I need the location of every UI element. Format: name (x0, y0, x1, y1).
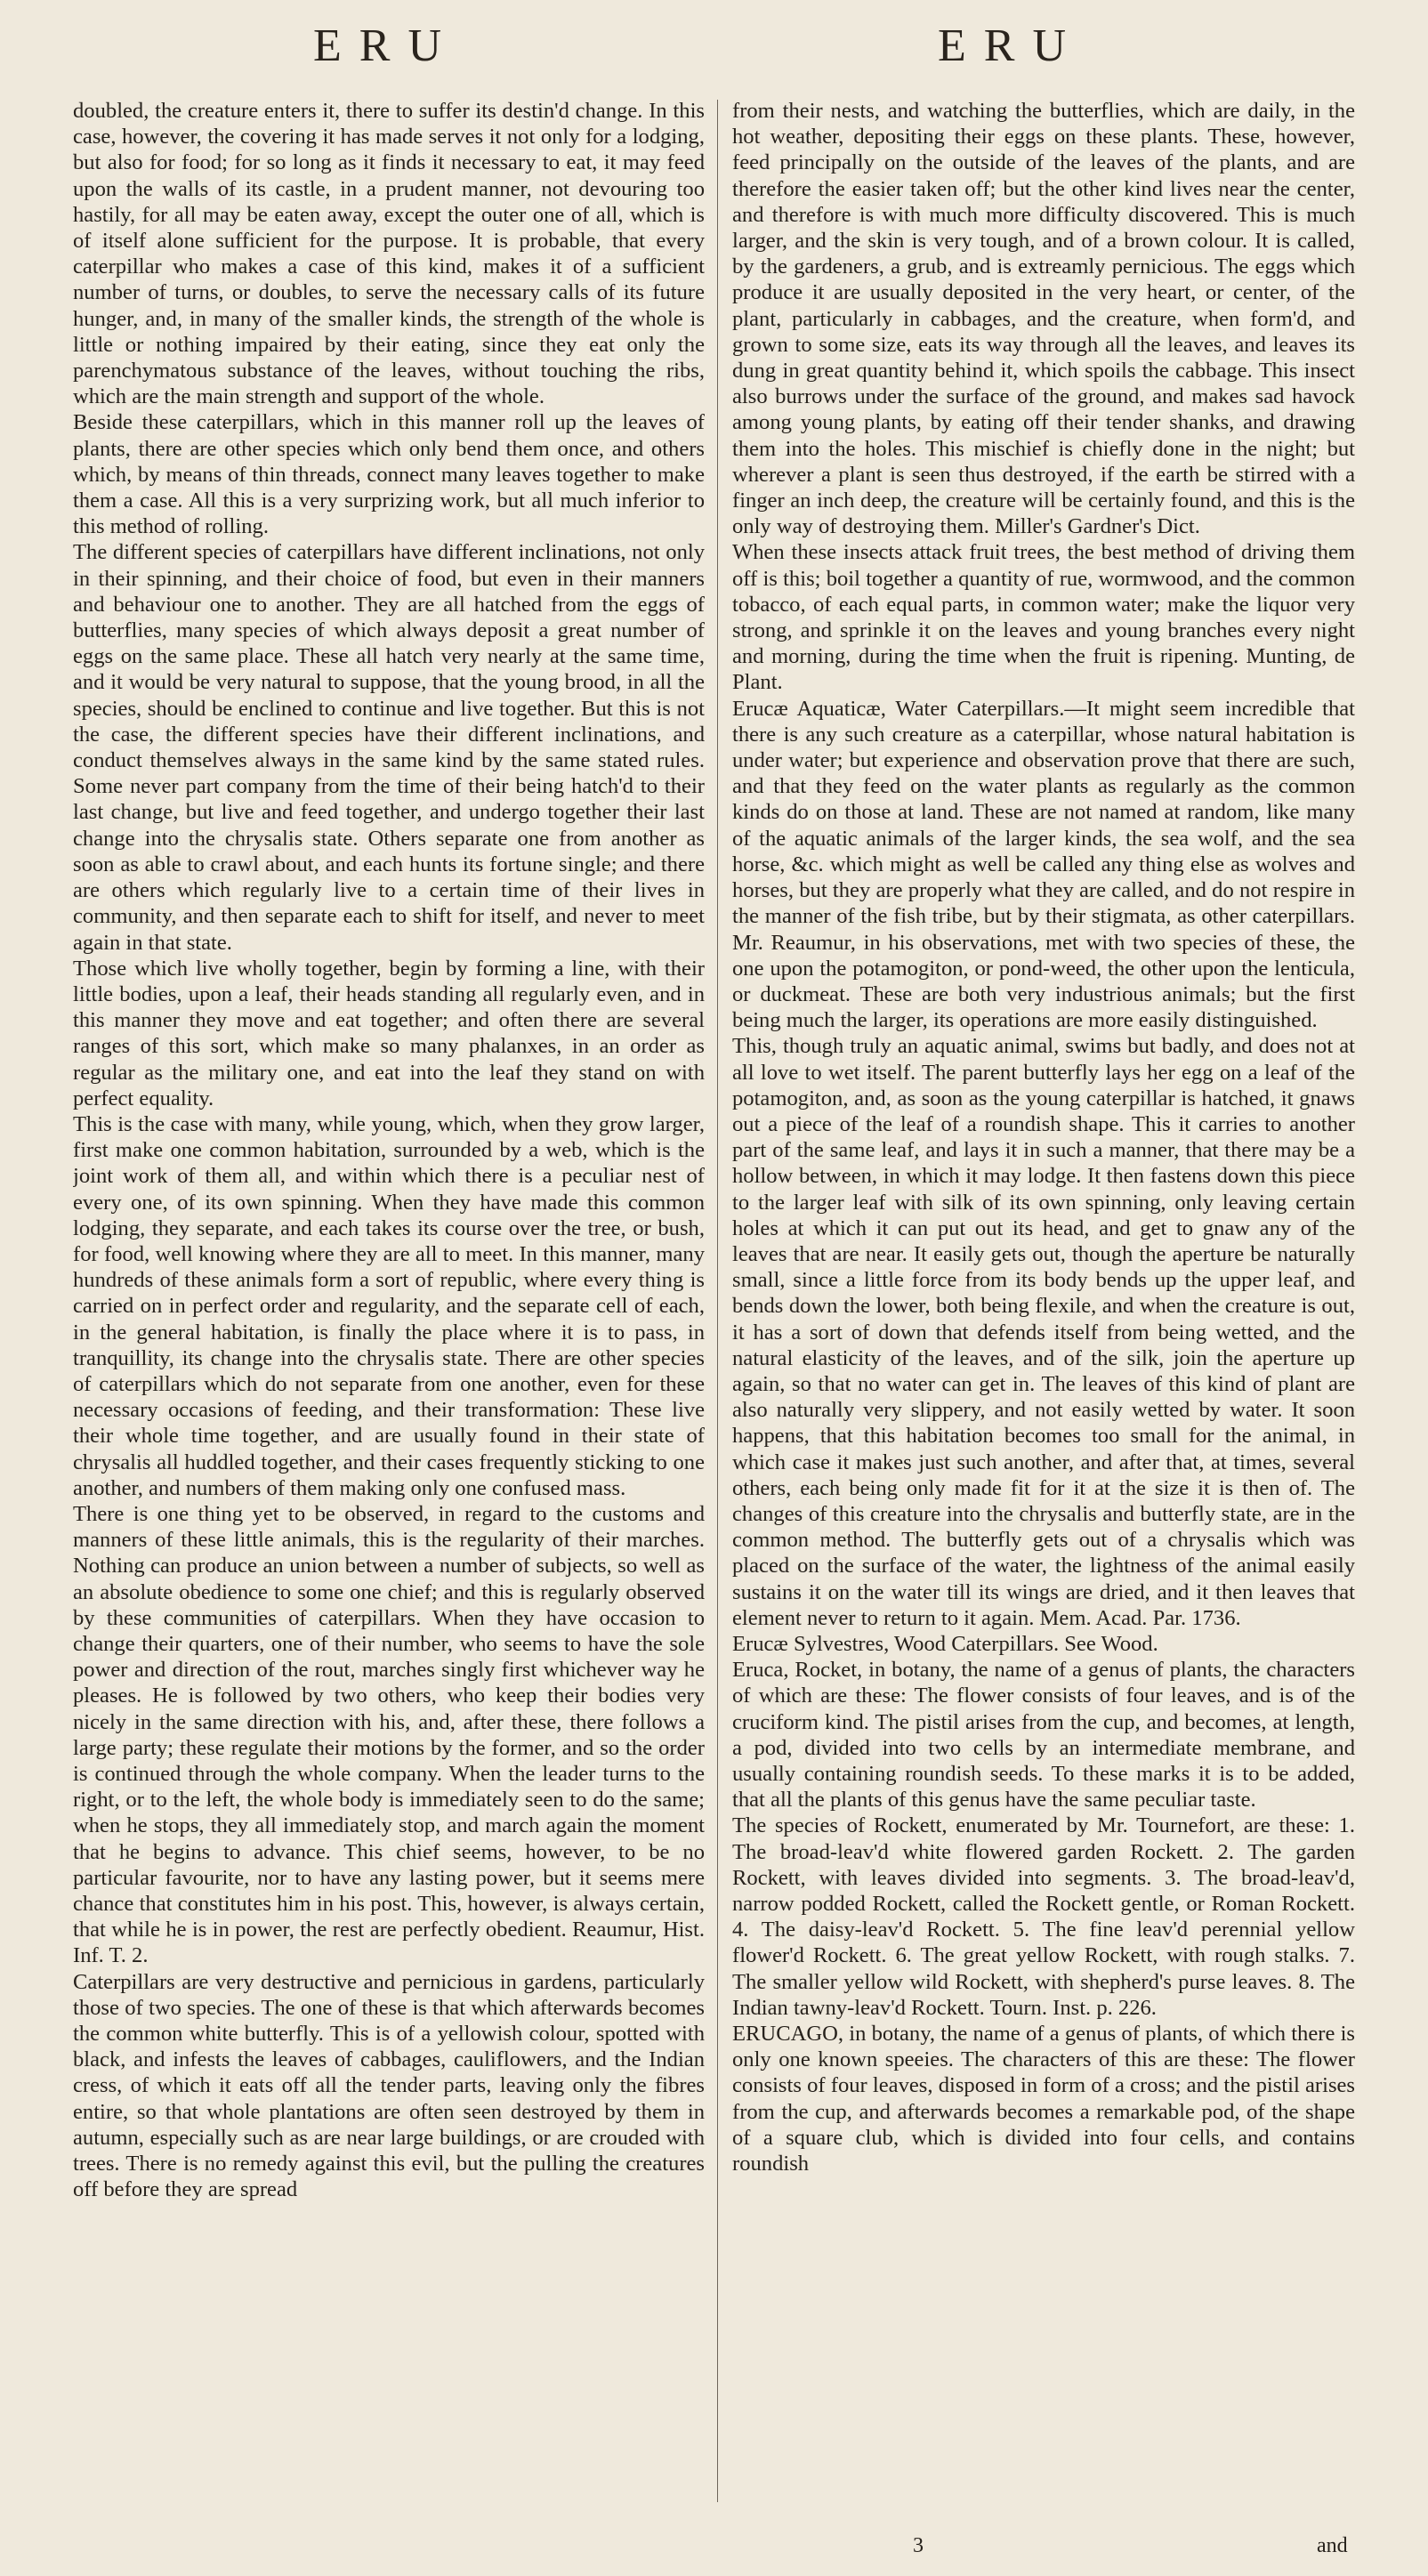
catchword: and (1317, 2534, 1348, 2557)
entry-erucago: ERUCAGO, in botany, the name of a genus of plants, of which there is only one known speeies. The characters of this are these: The flower consists of four leaves, disposed in form of a cross; and the pistil arises from the cup, and afterwards becomes a remarkable pod, of the shape of a square club, which is divided into four cells, and contains roundish (732, 2022, 1355, 2176)
entry-erucae-aquaticae: Erucæ Aquaticæ, Water Caterpillars.—It might seem incredible that there is any such creature as a caterpillar, whose natural habitation is under water; but experience and observation prove that there are such, and that they feed on the water plants as regularly as the common kinds do on those at land. These are not named at random, like many of the aquatic animals of the larger kinds, the sea wolf, and the sea horse, &c. which might as well be called any thing else as wolves and horses, but they are properly what they are called, and do not respire in the manner of the fish tribe, but by their stigmata, as other caterpillars. Mr. Reaumur, in his observations, met with two species of these, the one upon the potamogiton, or pond-weed, the other upon the lenticula, or duckmeat. These are both very industrious animals; but the first being much the larger, its operations are more easily distinguished. (732, 696, 1355, 1033)
paragraph: When these insects attack fruit trees, the best method of driving them off is this; boil together a quantity of rue, wormwood, and the common tobacco, of each equal parts, in common water; make the liquor very strong, and sprinkle it on the leaves and young branches every night and morning, during the time when the fruit is ripening. Munting, de Plant. (732, 540, 1355, 695)
paragraph: Beside these caterpillars, which in this manner roll up the leaves of plants, there are other species which only bend them once, and others which, by means of thin threads, connect many leaves together to make them a case. All this is a very surprizing work, but all much inferior to this method of rolling. (73, 410, 705, 539)
paragraph: This is the case with many, while young, which, when they grow larger, first make one common habitation, surrounded by a web, which is the joint work of them all, and within which there is a peculiar nest of every one, of its own spinning. When they have made this common lodging, they separate, and each takes its course over the tree, or bush, for food, well knowing where they are all to meet. In this manner, many hundreds of these animals form a sort of republic, where every thing is carried on in perfect order and regularity, and the separate cell of each, in the general habitation, is finally the place where it is to pass, in tranquillity, its change into the chrysalis state. There are other species of caterpillars which do not separate from one another, even for these necessary occasions of feeding, and their transformation: These live their whole time together, and are usually found in their state of chrysalis all huddled together, and their cases frequently sticking to one another, and numbers of them making only one confused mass. (73, 1111, 705, 1500)
paragraph: The different species of caterpillars have different inclinations, not only in their spinning, and their choice of food, but even in their manners and behaviour one to another. They are all hatched from the eggs of butterflies, many species of which always deposit a great number of eggs on the same place. These all hatch very nearly at the same time, and it would be very natural to suppose, that the young brood, in all the species, should be enclined to continue and live together. But this is not the case, the different species have their different inclinations, and conduct themselves always in the same kind by the same stated rules. Some never part company from the time of their being hatch'd to their last change, but live and feed together, and undergo together their last change into the chrysalis state. Others separate one from another as soon as able to crawl about, and each hunts its fortune single; and there are others which regularly live to a certain time of their lives in community, and then separate each to shift for itself, and never to meet again in that state. (73, 540, 705, 955)
left-column (73, 98, 705, 2518)
signature-mark: 3 (913, 2534, 924, 2557)
paragraph: This, though truly an aquatic animal, swims but badly, and does not at all love to wet itself. The parent butterfly lays her egg on a leaf of the potamogiton, and, as soon as the young caterpillar is hatched, it gnaws out a piece of the leaf of a roundish shape. This it carries to another part of the same leaf, and lays it in such a manner, that there may be a hollow between, in which it may lodge. It then fastens down this piece to the larger leaf with silk of its own spinning, only leaving certain holes at which it can put out its head, and get to gnaw any of the leaves that are near. It easily gets out, though the aperture be naturally small, since a little force from its body bends up the upper leaf, and bends down the lower, both being flexile, and when the creature is out, it has a sort of down that defends itself from being wetted, and the natural elasticity of the leaves, and of the silk, join the aperture up again, so that no water can get in. The leaves of this kind of plant are also naturally very slippery, and not easily wetted by water. It soon happens, that this habitation becomes too small for the animal, in which case it makes just such another, and after that, at times, several others, each being only made fit for it at the size it is then of. The changes of this creature into the chrysalis and butterfly state, are in the common method. The butterfly gets out of a chrysalis which was placed on the surface of the water, the lightness of the animal easily sustains it on the water till its wings are dried, and it then leaves that element never to return to it again. Mem. Acad. Par. 1736. (732, 1034, 1355, 1630)
running-head-right: ERU (938, 20, 1084, 71)
right-column (732, 98, 1355, 2518)
entry-erucae-sylvestres: Erucæ Sylvestres, Wood Caterpillars. See Wood. (732, 1631, 1158, 1656)
paragraph: Those which live wholly together, begin by forming a line, with their little bodies, upon a leaf, their heads standing all regularly even, and in this manner they move and eat together; and often there are several ranges of this sort, which make so many phalanxes, in an order as regular as the military one, and eat into the leaf they stand on with perfect equality. (73, 956, 705, 1110)
paragraph: Caterpillars are very destructive and pernicious in gardens, particularly those of two species. The one of these is that which afterwards becomes the common white butterfly. This is of a yellowish colour, spotted with black, and infests the leaves of cabbages, cauliflowers, and the Indian cress, of which it eats off all the tender parts, leaving only the fibres entire, so that whole plantations are often seen destroyed by them in autumn, especially such as are near large buildings, or are crouded with trees. There is no remedy against this evil, but the pulling the creatures off before they are spread (73, 1969, 705, 2202)
paragraph: from their nests, and watching the butterflies, which are daily, in the hot weather, depositing their eggs on these plants. These, however, feed principally on the outside of the leaves of the plants, and are therefore the easier taken off; but the other kind lives near the center, and therefore is with much more difficulty discovered. This is much larger, and the skin is very tough, and of a brown colour. It is called, by the gardeners, a grub, and is extreamly pernicious. The eggs which produce it are usually deposited in the very heart, or center, of the plant, particularly in cabbages, and the creature, when form'd, and grown to some size, eats its way through all the leaves, and leaves its dung in great quantity behind it, which spoils the cabbage. This insect also burrows under the surface of the ground, and makes sad havock among young plants, by eating off their tender shanks, and drawing them into the holes. This mischief is chiefly done in the night; but wherever a plant is seen thus destroyed, if the earth be stirred with a finger an inch deep, the creature will be certainly found, and this is the only way of destroying them. Miller's Gardner's Dict. (732, 99, 1355, 539)
paragraph: There is one thing yet to be observed, in regard to the customs and manners of these little animals, this is the regularity of their marches. Nothing can produce an union between a number of subjects, so well as an absolute obedience to some one chief; and this is regularly observed by these communities of caterpillars. When they have occasion to change their quarters, one of their number, who seems to have the sole power and direction of the rout, marches singly first whichever way he pleases. He is followed by two others, who keep their bodies very nicely in the same direction with his, and, after these, there follows a large party; these regulate their motions by the former, and so the order is continued through the whole company. When the leader turns to the right, or to the left, the whole body is immediately seen to do the same; when he stops, they all immediately stop, and march again the moment that he begins to advance. This chief seems, however, to be no particular favourite, nor to have any lasting power, but it seems mere chance that constitutes him in his post. This, however, is always certain, that while he is in power, the rest are perfectly obedient. Reaumur, Hist. Inf. T. 2. (73, 1501, 705, 1968)
entry-eruca: Eruca, Rocket, in botany, the name of a genus of plants, the characters of which are these: The flower consists of four leaves, and is of the cruciform kind. The pistil arises from the cup, and becomes, at length, a pod, divided into two cells by an intermediate membrane, and usually containing roundish seeds. To these marks it is to be added, that all the plants of this genus have the same peculiar taste. (732, 1658, 1355, 1813)
column-divider (717, 100, 718, 2502)
paragraph: doubled, the creature enters it, there to suffer its destin'd change. In this case, however, the covering it has made serves it not only for a lodging, but also for food; for so long as it finds it necessary to eat, it may feed upon the walls of its castle, in a prudent manner, not devouring too hastily, for all may be eaten away, except the outer one of all, which is of itself alone sufficient for the purpose. It is probable, that every caterpillar who makes a case of this kind, makes it of a sufficient number of turns, or doubles, to serve the necessary calls of its future hunger, and, in many of the smaller kinds, the strength of the whole is little or nothing impaired by their eating, since they eat only the parenchymatous substance of the leaves, without touching the ribs, which are the main strength and support of the whole. (73, 99, 705, 409)
paragraph: The species of Rockett, enumerated by Mr. Tournefort, are these: 1. The broad-leav'd white flowered garden Rockett. 2. The garden Rockett, with leaves divided into segments. 3. The broad-leav'd, narrow podded Rockett, called the Rockett gentle, or Roman Rockett. 4. The daisy-leav'd Rockett. 5. The fine leav'd perennial yellow flower'd Rockett. 6. The great yellow Rockett, with rough stalks. 7. The smaller yellow wild Rockett, with shepherd's purse leaves. 8. The Indian tawny-leav'd Rockett. Tourn. Inst. p. 226. (732, 1813, 1355, 2020)
running-head-left: ERU (313, 20, 459, 71)
